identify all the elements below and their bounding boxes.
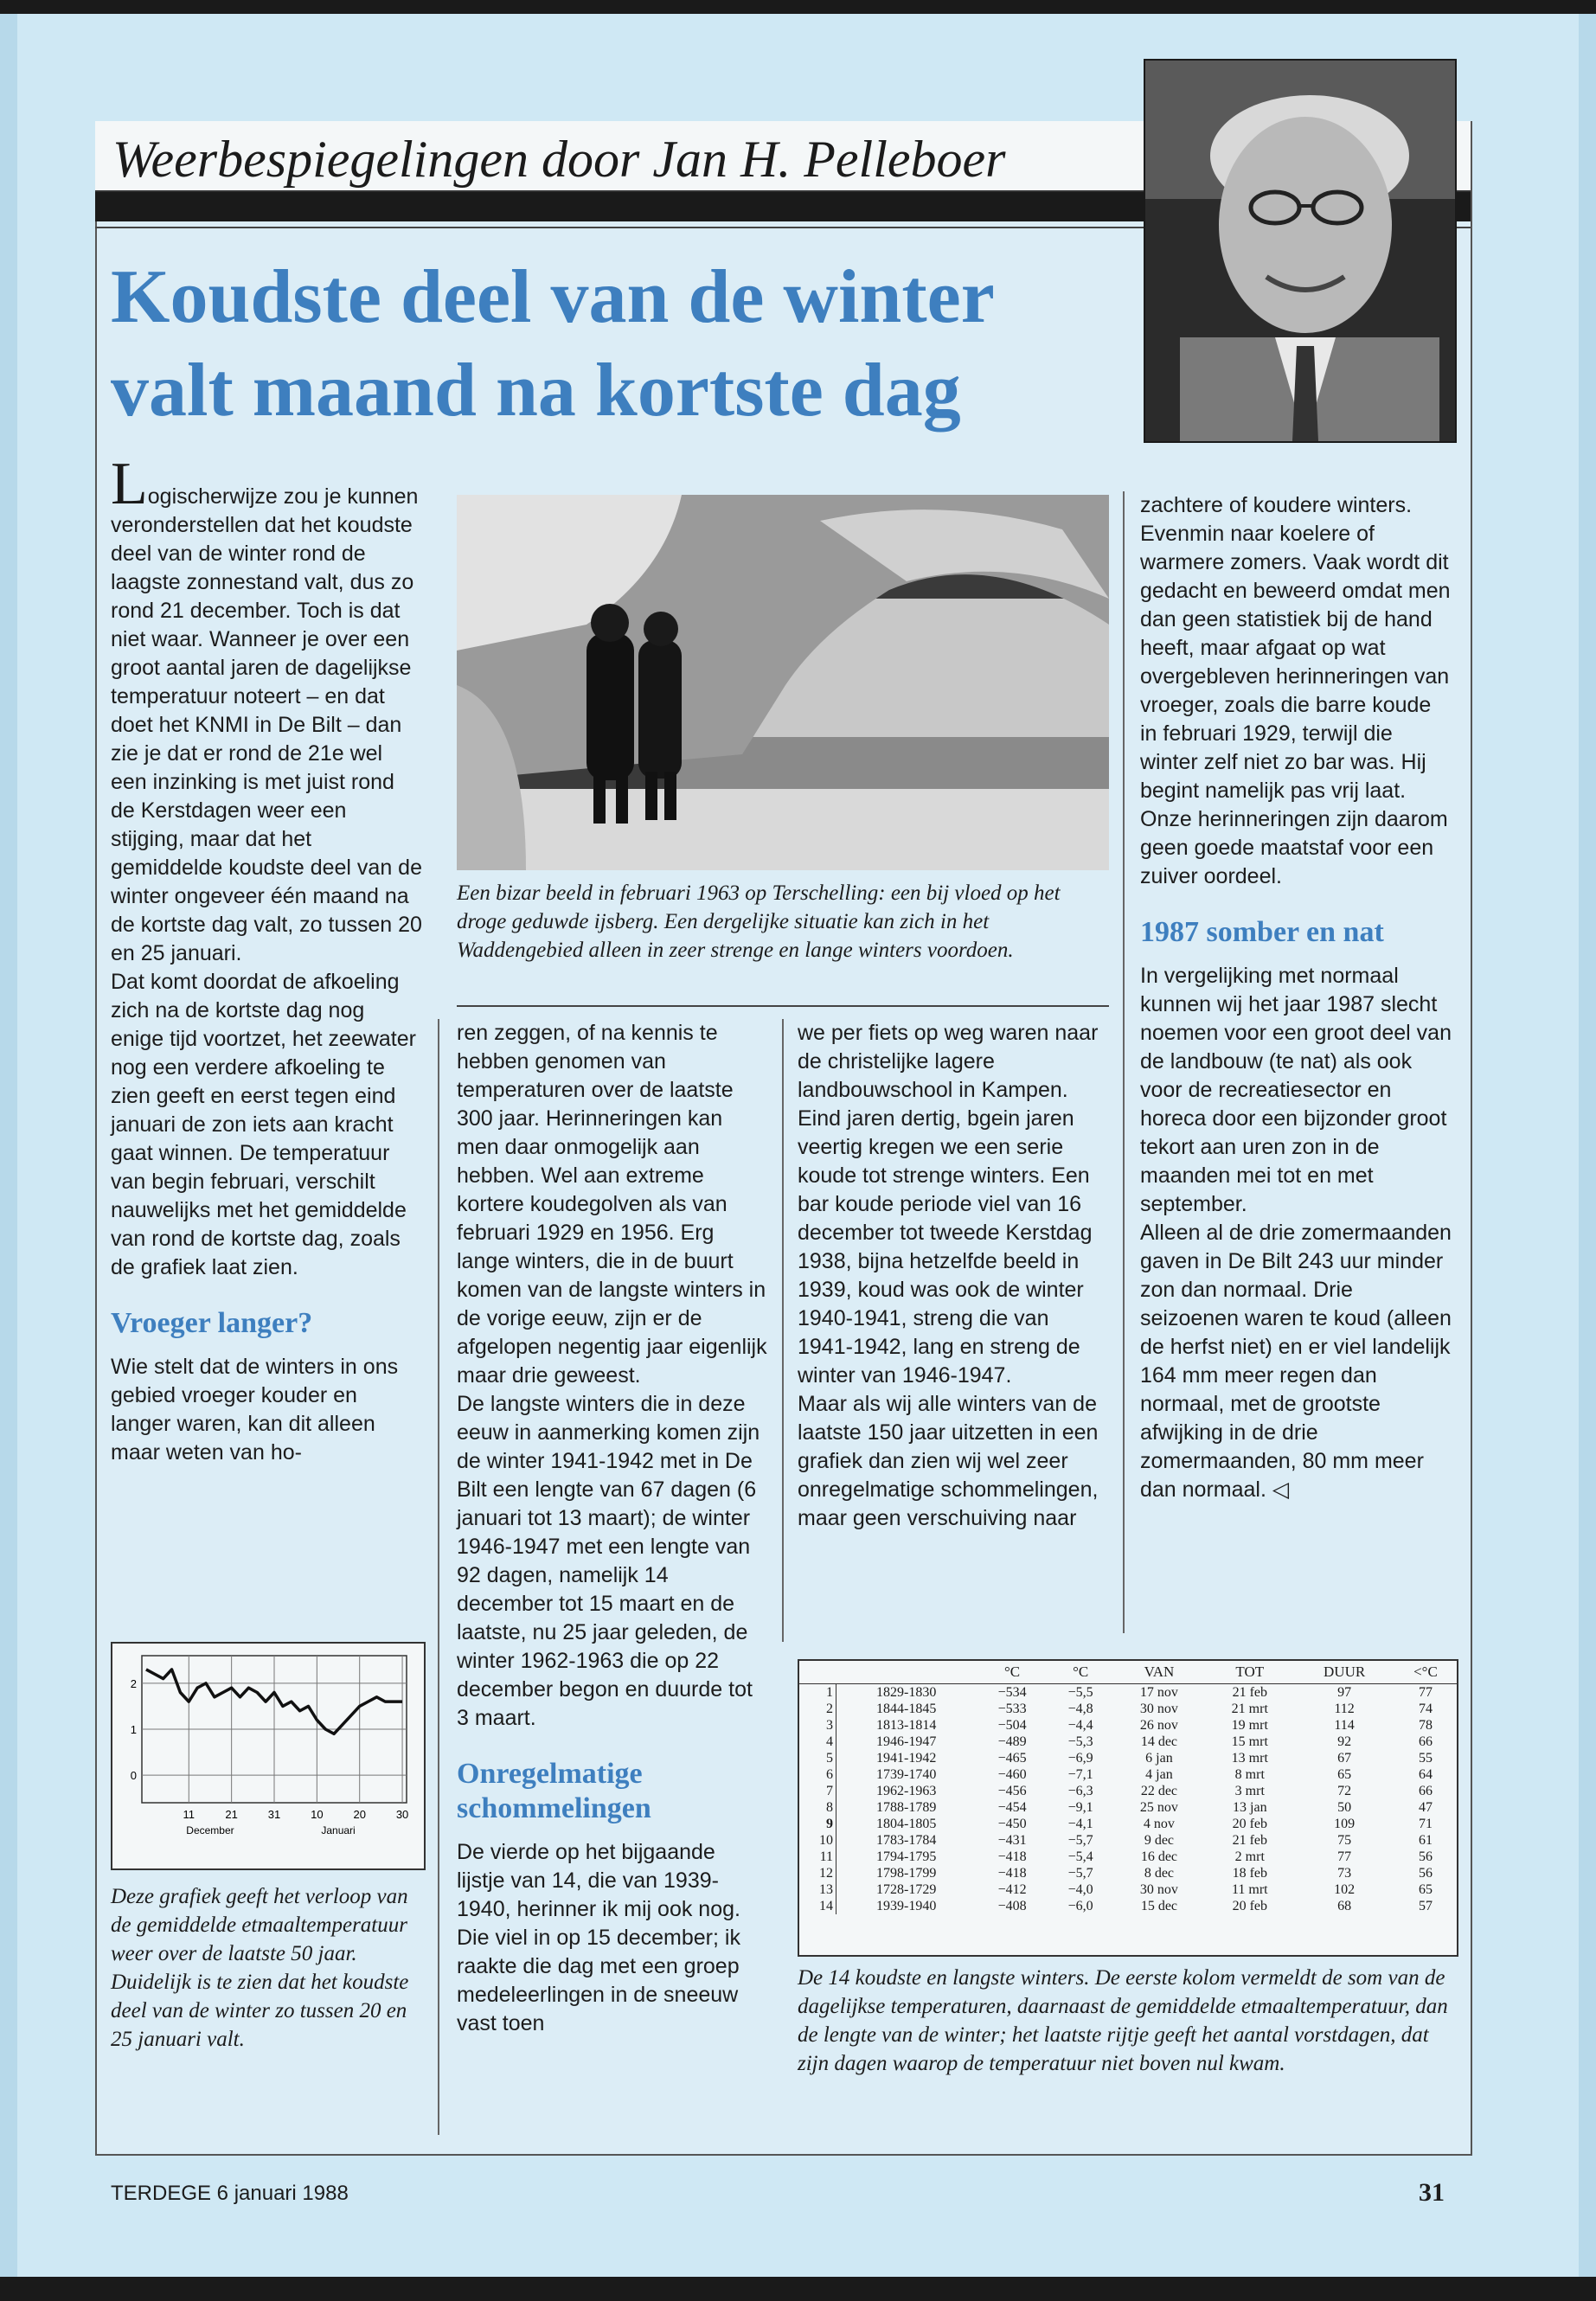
scan-top-edge: [0, 0, 1596, 14]
page-number: 31: [1419, 2178, 1445, 2207]
scan-bottom-edge: [0, 2277, 1596, 2301]
table-cell-sum: −504: [997, 1717, 1027, 1733]
table-cell-duur: 67: [1337, 1750, 1352, 1766]
table-cell-tot: 15 mrt: [1231, 1734, 1268, 1749]
photo-caption: Een bizar beeld in februari 1963 op Terschelling: een bij vloed op het droge geduwde ijsberg. Een dergelijke situatie kan zich in het Waddengebied alleen in zeer strenge en lange winters voordoen.: [457, 881, 1061, 962]
table-cell-years: 1939-1940: [876, 1898, 937, 1913]
table-cell-tot: 11 mrt: [1231, 1881, 1268, 1897]
table-cell-vorst: 65: [1418, 1881, 1433, 1897]
table-cell-sum: −431: [997, 1832, 1027, 1848]
table-cell-sum: −534: [997, 1684, 1027, 1700]
table-cell-sum: −450: [997, 1816, 1027, 1831]
table-row: [799, 1799, 1457, 1816]
table-cell-sum: −454: [997, 1799, 1027, 1815]
table-cell-years: 1946-1947: [876, 1734, 937, 1749]
chart-caption: Deze grafiek geeft het verloop van de gemiddelde etmaaltemperatuur weer over de laatste 50 jaar. Duidelijk is te zien dat het koudste deel van de winter zo tussen 20 en 25 januari valt.: [111, 1885, 409, 2051]
table-caption: De 14 koudste en langste winters. De eerste kolom vermeldt de som van de dagelijkse temperaturen, daarnaast de gemiddelde etmaaltemperatuur, dan de lengte van de winter; het laatste rijtje geeft het aantal vorstdagen, dat zijn dagen waarop de temperatuur niet boven nul kwam.: [798, 1966, 1448, 2075]
table-cell-duur: 73: [1337, 1865, 1352, 1881]
drop-cap: L: [111, 451, 148, 517]
table-cell-years: 1813-1814: [876, 1717, 937, 1733]
table-cell-vorst: 74: [1418, 1701, 1433, 1716]
table-cell-avg: −5,5: [1067, 1684, 1093, 1700]
table-row: [799, 1701, 1457, 1717]
table-cell-tot: 18 feb: [1232, 1865, 1267, 1881]
coldest-winters-table: [798, 1659, 1458, 1957]
table-cell-avg: −6,0: [1067, 1898, 1093, 1913]
table-cell-years: 1941-1942: [876, 1750, 937, 1766]
table-cell-tot: 2 mrt: [1234, 1849, 1265, 1864]
table-cell-sum: −418: [997, 1865, 1027, 1881]
table-cell-n: 8: [799, 1799, 836, 1816]
table-cell-sum: −456: [997, 1783, 1027, 1798]
table-cell-duur: 114: [1334, 1717, 1355, 1733]
table-cell-years: 1728-1729: [876, 1881, 937, 1897]
column-header-text: Weerbespiegelingen door Jan H. Pelleboer: [112, 131, 1006, 188]
chart-x-tick-label: 20: [353, 1808, 366, 1821]
table-cell-tot: 20 feb: [1232, 1898, 1267, 1913]
chart-y-tick-label: 0: [130, 1769, 137, 1783]
table-cell-years: 1794-1795: [876, 1849, 937, 1864]
intro-paragraph: [111, 451, 422, 968]
paragraph: Eind jaren dertig, bgein jaren veertig kregen we een serie koude tot strenge winters. Een bar koude periode viel van 16 december tot tweede Kerstdag 1938, bijna hetzelfde beeld in 1939, koud was ook de winter 1940-1941, streng die van 1941-1942, lang en streng de winter van 1946-1947.: [798, 1106, 1093, 1388]
table-cell-n: 2: [799, 1701, 836, 1717]
table-cell-vorst: 66: [1418, 1734, 1433, 1749]
table-cell-van: 8 dec: [1144, 1865, 1175, 1881]
table-cell-van: 17 nov: [1139, 1684, 1178, 1700]
table-cell-duur: 65: [1337, 1766, 1352, 1782]
table-cell-avg: −6,9: [1067, 1750, 1093, 1766]
table-cell-duur: 102: [1334, 1881, 1356, 1897]
intro-text: ogischerwijze zou je kunnen veronderstellen dat het koudste deel van de winter rond de laagste zonnestand valt, dus zo rond 21 december. Toch is dat niet waar. Wanneer je over een groot aantal jaren de dagelijkse temperatuur noteert – en dat doet het KNMI in De Bilt – dan zie je dat er rond de 21e wel een inzinking is met juist rond de Kerstdagen weer een stijging, maar dat het gemiddelde koudste deel van de winter ongeveer één maand na de kortste dag valt, zo tussen 20 en 25 januari.: [111, 484, 422, 965]
table-cell-van: 30 nov: [1139, 1881, 1178, 1897]
table-cell-n: 14: [799, 1898, 836, 1914]
table-cell-avg: −4,4: [1067, 1717, 1093, 1733]
table-cell-vorst: 78: [1418, 1717, 1433, 1733]
table-cell-tot: 3 mrt: [1234, 1783, 1265, 1798]
table-cell-avg: −4,1: [1067, 1816, 1093, 1831]
chart-x-tick-label: 10: [311, 1808, 324, 1821]
column-4: [1140, 491, 1452, 1504]
subheading-vroeger-langer: Vroeger langer?: [111, 1307, 313, 1339]
paragraph: zachtere of koudere winters. Evenmin naar koelere of warmere zomers. Vaak wordt dit gedacht en beweerd omdat men dan geen statistiek bij de hand heeft, maar afgaat op wat overgebleven herinneringen van vroeger, zoals die barre koude in februari 1929, terwijl die winter zelf niet zo bar was. Hij begint namelijk pas vrij laat. Onze herinneringen zijn daarom geen goede maatstaf voor een zuiver oordeel.: [1140, 493, 1451, 888]
table-row: [799, 1849, 1457, 1865]
chart-x-tick-label: 21: [225, 1808, 238, 1821]
iceberg-photo: [457, 495, 1109, 870]
subheading-onregelmatige-schommelingen: Onregelmatige schommelingen: [457, 1758, 651, 1824]
table-cell-years: 1783-1784: [876, 1832, 937, 1848]
table-row: [799, 1898, 1457, 1914]
table-cell-years: 1798-1799: [876, 1865, 937, 1881]
table-cell-years: 1962-1963: [876, 1783, 937, 1798]
table-body: [799, 1684, 1457, 1915]
table-cell-vorst: 56: [1418, 1849, 1433, 1864]
table-cell-duur: 112: [1334, 1701, 1355, 1716]
table-cell-tot: 21 feb: [1232, 1684, 1267, 1700]
table-header-cell: DUUR: [1294, 1661, 1394, 1684]
table-header-cell: [799, 1661, 836, 1684]
paragraph: ren zeggen, of na kennis te hebben genomen van temperaturen over de laatste 300 jaar. Herinneringen kan men daar onmogelijk aan hebben. Wel aan extreme kortere koudegolven als van februari 1929 en 1956. Erg lange winters, die in de buurt komen van de langste winters in de vorige eeuw, zijn er de afgelopen negentig jaar eigenlijk maar drie geweest.: [457, 1021, 767, 1388]
table-cell-n: 3: [799, 1717, 836, 1734]
table-cell-tot: 13 jan: [1233, 1799, 1267, 1815]
table-cell-van: 4 nov: [1143, 1816, 1175, 1831]
table-cell-tot: 21 feb: [1232, 1832, 1267, 1848]
table-cell-avg: −5,4: [1067, 1849, 1093, 1864]
table-row: [799, 1816, 1457, 1832]
table-cell-van: 16 dec: [1140, 1849, 1178, 1864]
table-row: [799, 1684, 1457, 1702]
table-cell-years: 1804-1805: [876, 1816, 937, 1831]
table-cell-van: 26 nov: [1139, 1717, 1178, 1733]
author-portrait-photo: [1144, 59, 1457, 443]
table-cell-years: 1739-1740: [876, 1766, 937, 1782]
footer-publication: TERDEGE 6 januari 1988: [111, 2182, 349, 2205]
table-cell-sum: −412: [997, 1881, 1027, 1897]
table-cell-n: 9: [799, 1816, 836, 1832]
table-cell-tot: 13 mrt: [1231, 1750, 1268, 1766]
table-header-cell: VAN: [1113, 1661, 1206, 1684]
table-cell-duur: 75: [1337, 1832, 1352, 1848]
chart-x-tick-label: 30: [395, 1808, 409, 1821]
table-cell-n: 1: [799, 1684, 836, 1702]
table-row: [799, 1717, 1457, 1734]
caption-rule: [457, 1005, 1109, 1007]
table-cell-vorst: 47: [1418, 1799, 1433, 1815]
table-cell-van: 9 dec: [1144, 1832, 1175, 1848]
paragraph: Wie stelt dat de winters in ons gebied vroeger kouder en langer waren, kan dit alleen maar weten van ho-: [111, 1355, 399, 1465]
chart-month-label: Januari: [321, 1824, 356, 1836]
table-row: [799, 1783, 1457, 1799]
table-cell-years: 1844-1845: [876, 1701, 937, 1716]
table-cell-n: 13: [799, 1881, 836, 1898]
paragraph: we per fiets op weg waren naar de christelijke lagere landbouwschool in Kampen.: [798, 1021, 1099, 1102]
chart-x-tick-label: 11: [183, 1808, 195, 1821]
table-header-row: [799, 1661, 1457, 1684]
table-cell-n: 4: [799, 1734, 836, 1750]
table-cell-tot: 20 feb: [1232, 1816, 1267, 1831]
paragraph: Maar als wij alle winters van de laatste 150 jaar uitzetten in een grafiek dan zien wij wel zeer onregelmatige schommelingen, maar geen verschuiving naar: [798, 1392, 1099, 1530]
table-row: [799, 1865, 1457, 1881]
table-header-cell: °C: [976, 1661, 1048, 1684]
article-headline: Koudste deel van de winter valt maand na kortste dag: [111, 255, 994, 433]
table-cell-van: 4 jan: [1145, 1766, 1173, 1782]
table-cell-sum: −408: [997, 1898, 1027, 1913]
temperature-chart-svg: [112, 1644, 424, 1868]
table-cell-duur: 68: [1337, 1898, 1352, 1913]
table-cell-sum: −418: [997, 1849, 1027, 1864]
table-cell-van: 14 dec: [1140, 1734, 1178, 1749]
paragraph: De vierde op het bijgaande lijstje van 14, die van 1939-1940, herinner ik mij ook nog. Die viel in op 15 december; ik raakte die dag met een groep medeleerlingen in de sneeuw vast toen: [457, 1840, 740, 2035]
paragraph: Alleen al de drie zomermaanden gaven in De Bilt 243 uur minder zon dan normaal. Drie seizoenen waren te koud (alleen de herfst niet) en er viel landelijk 164 mm meer regen dan normaal, met de grootste afwijking in de drie zomermaanden, 80 mm meer dan normaal. ◁: [1140, 1221, 1452, 1502]
table-cell-van: 22 dec: [1140, 1783, 1178, 1798]
table-cell-avg: −5,3: [1067, 1734, 1093, 1749]
table-cell-n: 10: [799, 1832, 836, 1849]
table-cell-sum: −460: [997, 1766, 1027, 1782]
table-cell-sum: −533: [997, 1701, 1027, 1716]
table-cell-duur: 72: [1337, 1783, 1352, 1798]
table-cell-years: 1829-1830: [876, 1684, 937, 1700]
paragraph: In vergelijking met normaal kunnen wij het jaar 1987 slecht noemen voor een groot deel van de landbouw (te nat) als ook voor de recreatiesector en horeca door een bijzonder groot tekort aan uren zon in de maanden mei tot en met september.: [1140, 964, 1452, 1216]
table-cell-years: 1788-1789: [876, 1799, 937, 1815]
table-header-cell: [836, 1661, 977, 1684]
table-cell-van: 6 jan: [1145, 1750, 1173, 1766]
table-cell-duur: 77: [1337, 1849, 1352, 1864]
table-cell-sum: −465: [997, 1750, 1027, 1766]
table-cell-vorst: 56: [1418, 1865, 1433, 1881]
table-cell-van: 25 nov: [1139, 1799, 1178, 1815]
column-3: [798, 1019, 1109, 1533]
table-cell-tot: 19 mrt: [1231, 1717, 1268, 1733]
table-cell-duur: 97: [1337, 1684, 1352, 1700]
table-cell-vorst: 64: [1418, 1766, 1433, 1782]
column-divider: [1123, 491, 1125, 1633]
table-row: [799, 1832, 1457, 1849]
table-header-cell: <°C: [1394, 1661, 1457, 1684]
table-cell-avg: −7,1: [1067, 1766, 1093, 1782]
table-cell-n: 6: [799, 1766, 836, 1783]
table-cell-n: 7: [799, 1783, 836, 1799]
table-cell-duur: 109: [1334, 1816, 1356, 1831]
chart-y-tick-label: 1: [130, 1723, 137, 1736]
table-header-cell: °C: [1048, 1661, 1113, 1684]
table-row: [799, 1881, 1457, 1898]
table-cell-n: 11: [799, 1849, 836, 1865]
table-cell-n: 5: [799, 1750, 836, 1766]
table-cell-vorst: 71: [1418, 1816, 1433, 1831]
table-row: [799, 1750, 1457, 1766]
table-cell-tot: 21 mrt: [1231, 1701, 1268, 1716]
paragraph: Dat komt doordat de afkoeling zich na de kortste dag nog enige tijd voortzet, het zeewater nog een verdere afkoeling te zien geeft en eerst tegen eind januari de zon iets aan kracht gaat winnen. De temperatuur van begin februari, verschilt nauwelijks met het gemiddelde van rond de kortste dag, zoals de grafiek laat zien.: [111, 970, 416, 1279]
chart-x-tick-label: 31: [267, 1808, 281, 1821]
table-row: [799, 1766, 1457, 1783]
column-2: [457, 1019, 768, 2038]
table-cell-van: 30 nov: [1139, 1701, 1178, 1716]
table-cell-vorst: 61: [1418, 1832, 1433, 1848]
table-cell-vorst: 57: [1418, 1898, 1433, 1913]
temperature-chart: [111, 1642, 426, 1870]
table-cell-duur: 50: [1337, 1799, 1352, 1815]
column-divider: [438, 1019, 439, 2135]
table-cell-tot: 8 mrt: [1234, 1766, 1265, 1782]
table-cell-van: 15 dec: [1140, 1898, 1178, 1913]
table-header-cell: TOT: [1205, 1661, 1294, 1684]
table-cell-vorst: 66: [1418, 1783, 1433, 1798]
chart-y-tick-label: 2: [130, 1676, 137, 1690]
table-cell-vorst: 77: [1418, 1684, 1433, 1700]
column-divider: [782, 1019, 784, 1642]
table-cell-avg: −9,1: [1067, 1799, 1093, 1815]
table-cell-duur: 92: [1337, 1734, 1352, 1749]
table-cell-avg: −6,3: [1067, 1783, 1093, 1798]
table-cell-n: 12: [799, 1865, 836, 1881]
table-cell-sum: −489: [997, 1734, 1027, 1749]
table-cell-avg: −5,7: [1067, 1865, 1093, 1881]
table-row: [799, 1734, 1457, 1750]
table-cell-avg: −5,7: [1067, 1832, 1093, 1848]
table-cell-avg: −4,8: [1067, 1701, 1093, 1716]
table-cell-vorst: 55: [1418, 1750, 1433, 1766]
paragraph: De langste winters die in deze eeuw in aanmerking komen zijn de winter 1941-1942 met in De Bilt een lengte van 67 dagen (6 januari tot 13 maart); de winter 1946-1947 met een lengte van 92 dagen, namelijk 14 december tot 15 maart en de laatste, nu 25 jaar geleden, de winter 1962-1963 die op 22 december begon en duurde tot 3 maart.: [457, 1392, 760, 1730]
subheading-1987-somber-en-nat: 1987 somber en nat: [1140, 916, 1384, 948]
table-cell-avg: −4,0: [1067, 1881, 1093, 1897]
chart-month-label: December: [186, 1824, 234, 1836]
column-1: [111, 451, 422, 1467]
